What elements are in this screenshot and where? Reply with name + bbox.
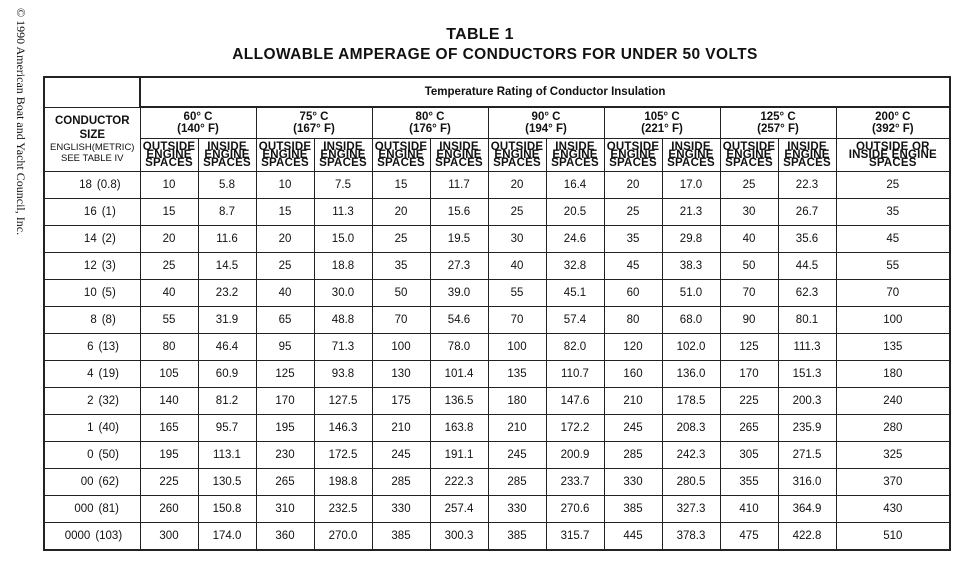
- ampacity-cell: 210: [488, 415, 546, 442]
- ampacity-cell: 315.7: [546, 523, 604, 551]
- metric-size: (0.8): [96, 179, 121, 191]
- table-row: [44, 415, 950, 442]
- ampacity-cell: 180: [836, 361, 950, 388]
- outside-engine-spaces-header: OUTSIDE ENGINE SPACES: [720, 139, 778, 172]
- ampacity-cell: 70: [488, 307, 546, 334]
- temp-f-label: (392° F): [871, 123, 914, 135]
- ampacity-cell: 55: [140, 307, 198, 334]
- ampacity-cell: 385: [372, 523, 430, 551]
- ampacity-cell: 316.0: [778, 469, 836, 496]
- ampacity-cell: 40: [256, 280, 314, 307]
- ampacity-cell: 130.5: [198, 469, 256, 496]
- outside-engine-spaces-header: OUTSIDE ENGINE SPACES: [604, 139, 662, 172]
- ampacity-cell: 38.3: [662, 253, 720, 280]
- ampacity-cell: 30.0: [314, 280, 372, 307]
- table-row: [44, 307, 950, 334]
- ampacity-cell: 60: [604, 280, 662, 307]
- ampacity-cell: 25: [604, 199, 662, 226]
- awg-size: 2: [87, 395, 94, 407]
- conductor-size-header: [44, 107, 140, 172]
- ampacity-cell: 160: [604, 361, 662, 388]
- table-row: [44, 280, 950, 307]
- ampacity-cell: 81.2: [198, 388, 256, 415]
- ampacity-cell: 510: [836, 523, 950, 551]
- ampacity-cell: 385: [488, 523, 546, 551]
- ampacity-cell: 151.3: [778, 361, 836, 388]
- ampacity-cell: 45: [836, 226, 950, 253]
- temp-col-105c: [604, 107, 720, 139]
- ampacity-cell: 16.4: [546, 172, 604, 199]
- ampacity-cell: 410: [720, 496, 778, 523]
- ampacity-cell: 78.0: [430, 334, 488, 361]
- conductor-size-cell: [44, 361, 140, 388]
- inside-engine-spaces-header: INSIDE ENGINE SPACES: [778, 139, 836, 172]
- ampacity-cell: 260: [140, 496, 198, 523]
- inside-engine-spaces-header: INSIDE ENGINE SPACES: [546, 139, 604, 172]
- ampacity-cell: 95: [256, 334, 314, 361]
- ampacity-cell: 235.9: [778, 415, 836, 442]
- ampacity-cell: 225: [140, 469, 198, 496]
- ampacity-cell: 15: [372, 172, 430, 199]
- ampacity-cell: 100: [836, 307, 950, 334]
- inside-engine-spaces-header: INSIDE ENGINE SPACES: [430, 139, 488, 172]
- table-row: [44, 253, 950, 280]
- ampacity-cell: 195: [256, 415, 314, 442]
- ampacity-cell: 180: [488, 388, 546, 415]
- ampacity-cell: 80: [140, 334, 198, 361]
- ampacity-cell: 21.3: [662, 199, 720, 226]
- ampacity-cell: 24.6: [546, 226, 604, 253]
- ampacity-cell: 170: [720, 361, 778, 388]
- ampacity-cell: 45.1: [546, 280, 604, 307]
- table-row: [44, 172, 950, 199]
- ampacity-cell: 25: [140, 253, 198, 280]
- table-row: [44, 334, 950, 361]
- ampacity-cell: 15: [256, 199, 314, 226]
- ampacity-cell: 65: [256, 307, 314, 334]
- outside-engine-spaces-header: OUTSIDE ENGINE SPACES: [140, 139, 198, 172]
- ampacity-cell: 82.0: [546, 334, 604, 361]
- ampacity-cell: 364.9: [778, 496, 836, 523]
- ampacity-cell: 101.4: [430, 361, 488, 388]
- ampacity-cell: 127.5: [314, 388, 372, 415]
- conductor-size-cell: [44, 253, 140, 280]
- ampacity-cell: 44.5: [778, 253, 836, 280]
- conductor-size-cell: [44, 523, 140, 551]
- ampacity-cell: 136.0: [662, 361, 720, 388]
- ampacity-cell: 280: [836, 415, 950, 442]
- temp-c-label: 125° C: [760, 111, 796, 123]
- ampacity-cell: 270.6: [546, 496, 604, 523]
- ampacity-cell: 30: [488, 226, 546, 253]
- awg-size: 8: [90, 314, 97, 326]
- ampacity-cell: 40: [488, 253, 546, 280]
- ampacity-cell: 222.3: [430, 469, 488, 496]
- metric-size: (2): [101, 233, 116, 245]
- temp-c-label: 90° C: [531, 111, 561, 123]
- ampacity-cell: 57.4: [546, 307, 604, 334]
- ampacity-cell: 445: [604, 523, 662, 551]
- ampacity-cell: 430: [836, 496, 950, 523]
- ampacity-cell: 27.3: [430, 253, 488, 280]
- table-title: TABLE 1: [446, 26, 514, 43]
- metric-size: (32): [98, 395, 119, 407]
- ampacity-cell: 60.9: [198, 361, 256, 388]
- table-row: [44, 199, 950, 226]
- ampacity-cell: 68.0: [662, 307, 720, 334]
- metric-size: (62): [98, 476, 119, 488]
- table-row: [44, 469, 950, 496]
- ampacity-cell: 110.7: [546, 361, 604, 388]
- ampacity-cell: 325: [836, 442, 950, 469]
- table-row: [44, 388, 950, 415]
- temp-c-label: 200° C: [875, 111, 911, 123]
- ampacity-cell: 100: [488, 334, 546, 361]
- ampacity-cell: 195: [140, 442, 198, 469]
- ampacity-cell: 25: [488, 199, 546, 226]
- ampacity-cell: 120: [604, 334, 662, 361]
- ampacity-cell: 25: [372, 226, 430, 253]
- ampacity-cell: 20: [140, 226, 198, 253]
- ampacity-cell: 130: [372, 361, 430, 388]
- ampacity-cell: 378.3: [662, 523, 720, 551]
- temp-c-label: 60° C: [183, 111, 213, 123]
- ampacity-cell: 40: [720, 226, 778, 253]
- conductor-size-cell: [44, 388, 140, 415]
- ampacity-cell: 95.7: [198, 415, 256, 442]
- ampacity-cell: 71.3: [314, 334, 372, 361]
- conductor-size-cell: [44, 307, 140, 334]
- outside-engine-spaces-header: OUTSIDE ENGINE SPACES: [488, 139, 546, 172]
- ampacity-cell: 14.5: [198, 253, 256, 280]
- conductor-size-cell: [44, 442, 140, 469]
- ampacity-cell: 29.8: [662, 226, 720, 253]
- ampacity-cell: 17.0: [662, 172, 720, 199]
- ampacity-cell: 136.5: [430, 388, 488, 415]
- temp-f-label: (221° F): [641, 123, 683, 135]
- temp-col-80c: [372, 107, 488, 139]
- ampacity-cell: 20.5: [546, 199, 604, 226]
- ampacity-cell: 25: [256, 253, 314, 280]
- ampacity-cell: 174.0: [198, 523, 256, 551]
- temp-f-label: (167° F): [293, 123, 335, 135]
- ampacity-cell: 385: [604, 496, 662, 523]
- inside-engine-spaces-header: INSIDE ENGINE SPACES: [314, 139, 372, 172]
- conductor-size-cell: [44, 496, 140, 523]
- ampacity-cell: 11.7: [430, 172, 488, 199]
- temp-col-75c: [256, 107, 372, 139]
- ampacity-cell: 20: [604, 172, 662, 199]
- ampacity-cell: 20: [256, 226, 314, 253]
- conductor-size-units: ENGLISH(METRIC): [50, 142, 135, 154]
- inside-engine-spaces-header: INSIDE ENGINE SPACES: [662, 139, 720, 172]
- outside-or-inside-header: OUTSIDE OR INSIDE ENGINE SPACES: [836, 139, 950, 172]
- ampacity-cell: 11.6: [198, 226, 256, 253]
- ampacity-cell: 125: [720, 334, 778, 361]
- metric-size: (3): [101, 260, 116, 272]
- ampacity-cell: 271.5: [778, 442, 836, 469]
- ampacity-cell: 310: [256, 496, 314, 523]
- ampacity-cell: 140: [140, 388, 198, 415]
- ampacity-cell: 20: [488, 172, 546, 199]
- outside-engine-spaces-header: OUTSIDE ENGINE SPACES: [372, 139, 430, 172]
- metric-size: (103): [95, 530, 123, 542]
- location-subheader-row: [44, 139, 950, 172]
- ampacity-cell: 360: [256, 523, 314, 551]
- ampacity-cell: 70: [720, 280, 778, 307]
- awg-size: 14: [83, 233, 97, 245]
- metric-size: (8): [101, 314, 116, 326]
- ampacity-cell: 105: [140, 361, 198, 388]
- ampacity-cell: 135: [488, 361, 546, 388]
- awg-size: 000: [74, 503, 94, 515]
- ampacity-cell: 175: [372, 388, 430, 415]
- ampacity-cell: 135: [836, 334, 950, 361]
- metric-size: (1): [101, 206, 116, 218]
- ampacity-cell: 25: [720, 172, 778, 199]
- ampacity-cell: 54.6: [430, 307, 488, 334]
- ampacity-cell: 80.1: [778, 307, 836, 334]
- awg-size: 0: [87, 449, 94, 461]
- temp-f-label: (176° F): [409, 123, 451, 135]
- awg-size: 10: [83, 287, 97, 299]
- table-row: [44, 442, 950, 469]
- ampacity-cell: 62.3: [778, 280, 836, 307]
- metric-size: (40): [98, 422, 119, 434]
- ampacity-cell: 230: [256, 442, 314, 469]
- ampacity-cell: 232.5: [314, 496, 372, 523]
- ampacity-cell: 32.8: [546, 253, 604, 280]
- copyright-text: © 1990 American Boat and Yacht Council, Inc.: [14, 8, 28, 236]
- ampacity-cell: 45: [604, 253, 662, 280]
- temp-f-label: (257° F): [757, 123, 799, 135]
- temp-c-label: 80° C: [415, 111, 445, 123]
- awg-size: 6: [87, 341, 94, 353]
- awg-size: 00: [80, 476, 94, 488]
- table-row: [44, 496, 950, 523]
- outside-engine-spaces-header: OUTSIDE ENGINE SPACES: [256, 139, 314, 172]
- ampacity-cell: 11.3: [314, 199, 372, 226]
- ampacity-cell: 8.7: [198, 199, 256, 226]
- corner-blank: [44, 77, 140, 107]
- ampacity-cell: 280.5: [662, 469, 720, 496]
- ampacity-cell: 330: [372, 496, 430, 523]
- awg-size: 0000: [64, 530, 91, 542]
- ampacity-cell: 111.3: [778, 334, 836, 361]
- ampacity-cell: 200.9: [546, 442, 604, 469]
- ampacity-cell: 270.0: [314, 523, 372, 551]
- amperage-table: [43, 76, 951, 551]
- ampacity-cell: 48.8: [314, 307, 372, 334]
- ampacity-cell: 225: [720, 388, 778, 415]
- ampacity-cell: 150.8: [198, 496, 256, 523]
- table-subtitle: ALLOWABLE AMPERAGE OF CONDUCTORS FOR UNDER 50 VOLTS: [232, 46, 758, 63]
- ampacity-cell: 245: [372, 442, 430, 469]
- ampacity-cell: 100: [372, 334, 430, 361]
- ampacity-cell: 113.1: [198, 442, 256, 469]
- temp-col-90c: [488, 107, 604, 139]
- conductor-size-cell: [44, 415, 140, 442]
- temp-f-label: (140° F): [177, 123, 219, 135]
- ampacity-cell: 233.7: [546, 469, 604, 496]
- ampacity-cell: 285: [604, 442, 662, 469]
- temp-c-label: 105° C: [644, 111, 680, 123]
- ampacity-cell: 35: [836, 199, 950, 226]
- awg-size: 1: [87, 422, 94, 434]
- ampacity-cell: 15.6: [430, 199, 488, 226]
- ampacity-cell: 35.6: [778, 226, 836, 253]
- ampacity-cell: 10: [140, 172, 198, 199]
- ampacity-cell: 285: [372, 469, 430, 496]
- metric-size: (5): [101, 287, 116, 299]
- metric-size: (19): [98, 368, 119, 380]
- ampacity-cell: 305: [720, 442, 778, 469]
- ampacity-cell: 31.9: [198, 307, 256, 334]
- temp-c-label: 75° C: [299, 111, 329, 123]
- ampacity-cell: 15.0: [314, 226, 372, 253]
- ampacity-cell: 93.8: [314, 361, 372, 388]
- ampacity-cell: 208.3: [662, 415, 720, 442]
- temp-col-60c: [140, 107, 256, 139]
- conductor-size-cell: [44, 334, 140, 361]
- table-row: [44, 523, 950, 551]
- table-body: [44, 172, 950, 551]
- ampacity-cell: 165: [140, 415, 198, 442]
- ampacity-cell: 46.4: [198, 334, 256, 361]
- ampacity-cell: 7.5: [314, 172, 372, 199]
- conductor-size-cell: [44, 199, 140, 226]
- ampacity-cell: 242.3: [662, 442, 720, 469]
- temp-f-label: (194° F): [525, 123, 567, 135]
- ampacity-cell: 422.8: [778, 523, 836, 551]
- ampacity-cell: 39.0: [430, 280, 488, 307]
- metric-size: (50): [98, 449, 119, 461]
- temperature-rating-header: Temperature Rating of Conductor Insulation: [140, 77, 950, 107]
- ampacity-cell: 19.5: [430, 226, 488, 253]
- ampacity-cell: 327.3: [662, 496, 720, 523]
- ampacity-cell: 22.3: [778, 172, 836, 199]
- ampacity-cell: 300.3: [430, 523, 488, 551]
- ampacity-cell: 265: [720, 415, 778, 442]
- ampacity-cell: 172.2: [546, 415, 604, 442]
- ampacity-cell: 257.4: [430, 496, 488, 523]
- ampacity-cell: 265: [256, 469, 314, 496]
- ampacity-cell: 25: [836, 172, 950, 199]
- ampacity-cell: 10: [256, 172, 314, 199]
- ampacity-cell: 147.6: [546, 388, 604, 415]
- ampacity-cell: 125: [256, 361, 314, 388]
- ampacity-cell: 355: [720, 469, 778, 496]
- ampacity-cell: 191.1: [430, 442, 488, 469]
- inside-engine-spaces-header: INSIDE ENGINE SPACES: [198, 139, 256, 172]
- ampacity-cell: 172.5: [314, 442, 372, 469]
- ampacity-cell: 70: [372, 307, 430, 334]
- ampacity-cell: 15: [140, 199, 198, 226]
- ampacity-cell: 35: [372, 253, 430, 280]
- ampacity-cell: 50: [720, 253, 778, 280]
- ampacity-cell: 30: [720, 199, 778, 226]
- ampacity-cell: 300: [140, 523, 198, 551]
- ampacity-cell: 370: [836, 469, 950, 496]
- ampacity-cell: 198.8: [314, 469, 372, 496]
- awg-size: 4: [87, 368, 94, 380]
- ampacity-cell: 245: [604, 415, 662, 442]
- ampacity-cell: 330: [604, 469, 662, 496]
- metric-size: (13): [98, 341, 119, 353]
- ampacity-cell: 210: [372, 415, 430, 442]
- table-row: [44, 226, 950, 253]
- ampacity-cell: 50: [372, 280, 430, 307]
- ampacity-cell: 475: [720, 523, 778, 551]
- conductor-size-cell: [44, 172, 140, 199]
- ampacity-cell: 55: [836, 253, 950, 280]
- ampacity-cell: 178.5: [662, 388, 720, 415]
- awg-size: 16: [83, 206, 97, 218]
- ampacity-cell: 210: [604, 388, 662, 415]
- temp-col-200c: [836, 107, 950, 139]
- awg-size: 18: [79, 179, 92, 191]
- conductor-size-cell: [44, 280, 140, 307]
- ampacity-cell: 330: [488, 496, 546, 523]
- ampacity-cell: 102.0: [662, 334, 720, 361]
- conductor-size-reference: SEE TABLE IV: [61, 153, 124, 165]
- conductor-size-label: CONDUCTOR SIZE: [54, 115, 130, 142]
- ampacity-cell: 70: [836, 280, 950, 307]
- ampacity-cell: 23.2: [198, 280, 256, 307]
- awg-size: 12: [83, 260, 97, 272]
- ampacity-cell: 40: [140, 280, 198, 307]
- ampacity-cell: 240: [836, 388, 950, 415]
- ampacity-cell: 170: [256, 388, 314, 415]
- ampacity-cell: 80: [604, 307, 662, 334]
- ampacity-cell: 35: [604, 226, 662, 253]
- ampacity-cell: 163.8: [430, 415, 488, 442]
- ampacity-cell: 18.8: [314, 253, 372, 280]
- ampacity-cell: 26.7: [778, 199, 836, 226]
- ampacity-cell: 20: [372, 199, 430, 226]
- ampacity-cell: 200.3: [778, 388, 836, 415]
- conductor-size-cell: [44, 226, 140, 253]
- ampacity-cell: 285: [488, 469, 546, 496]
- ampacity-cell: 90: [720, 307, 778, 334]
- temp-col-125c: [720, 107, 836, 139]
- metric-size: (81): [98, 503, 119, 515]
- table-row: [44, 361, 950, 388]
- ampacity-cell: 5.8: [198, 172, 256, 199]
- ampacity-cell: 55: [488, 280, 546, 307]
- conductor-size-cell: [44, 469, 140, 496]
- ampacity-cell: 245: [488, 442, 546, 469]
- ampacity-cell: 51.0: [662, 280, 720, 307]
- ampacity-cell: 146.3: [314, 415, 372, 442]
